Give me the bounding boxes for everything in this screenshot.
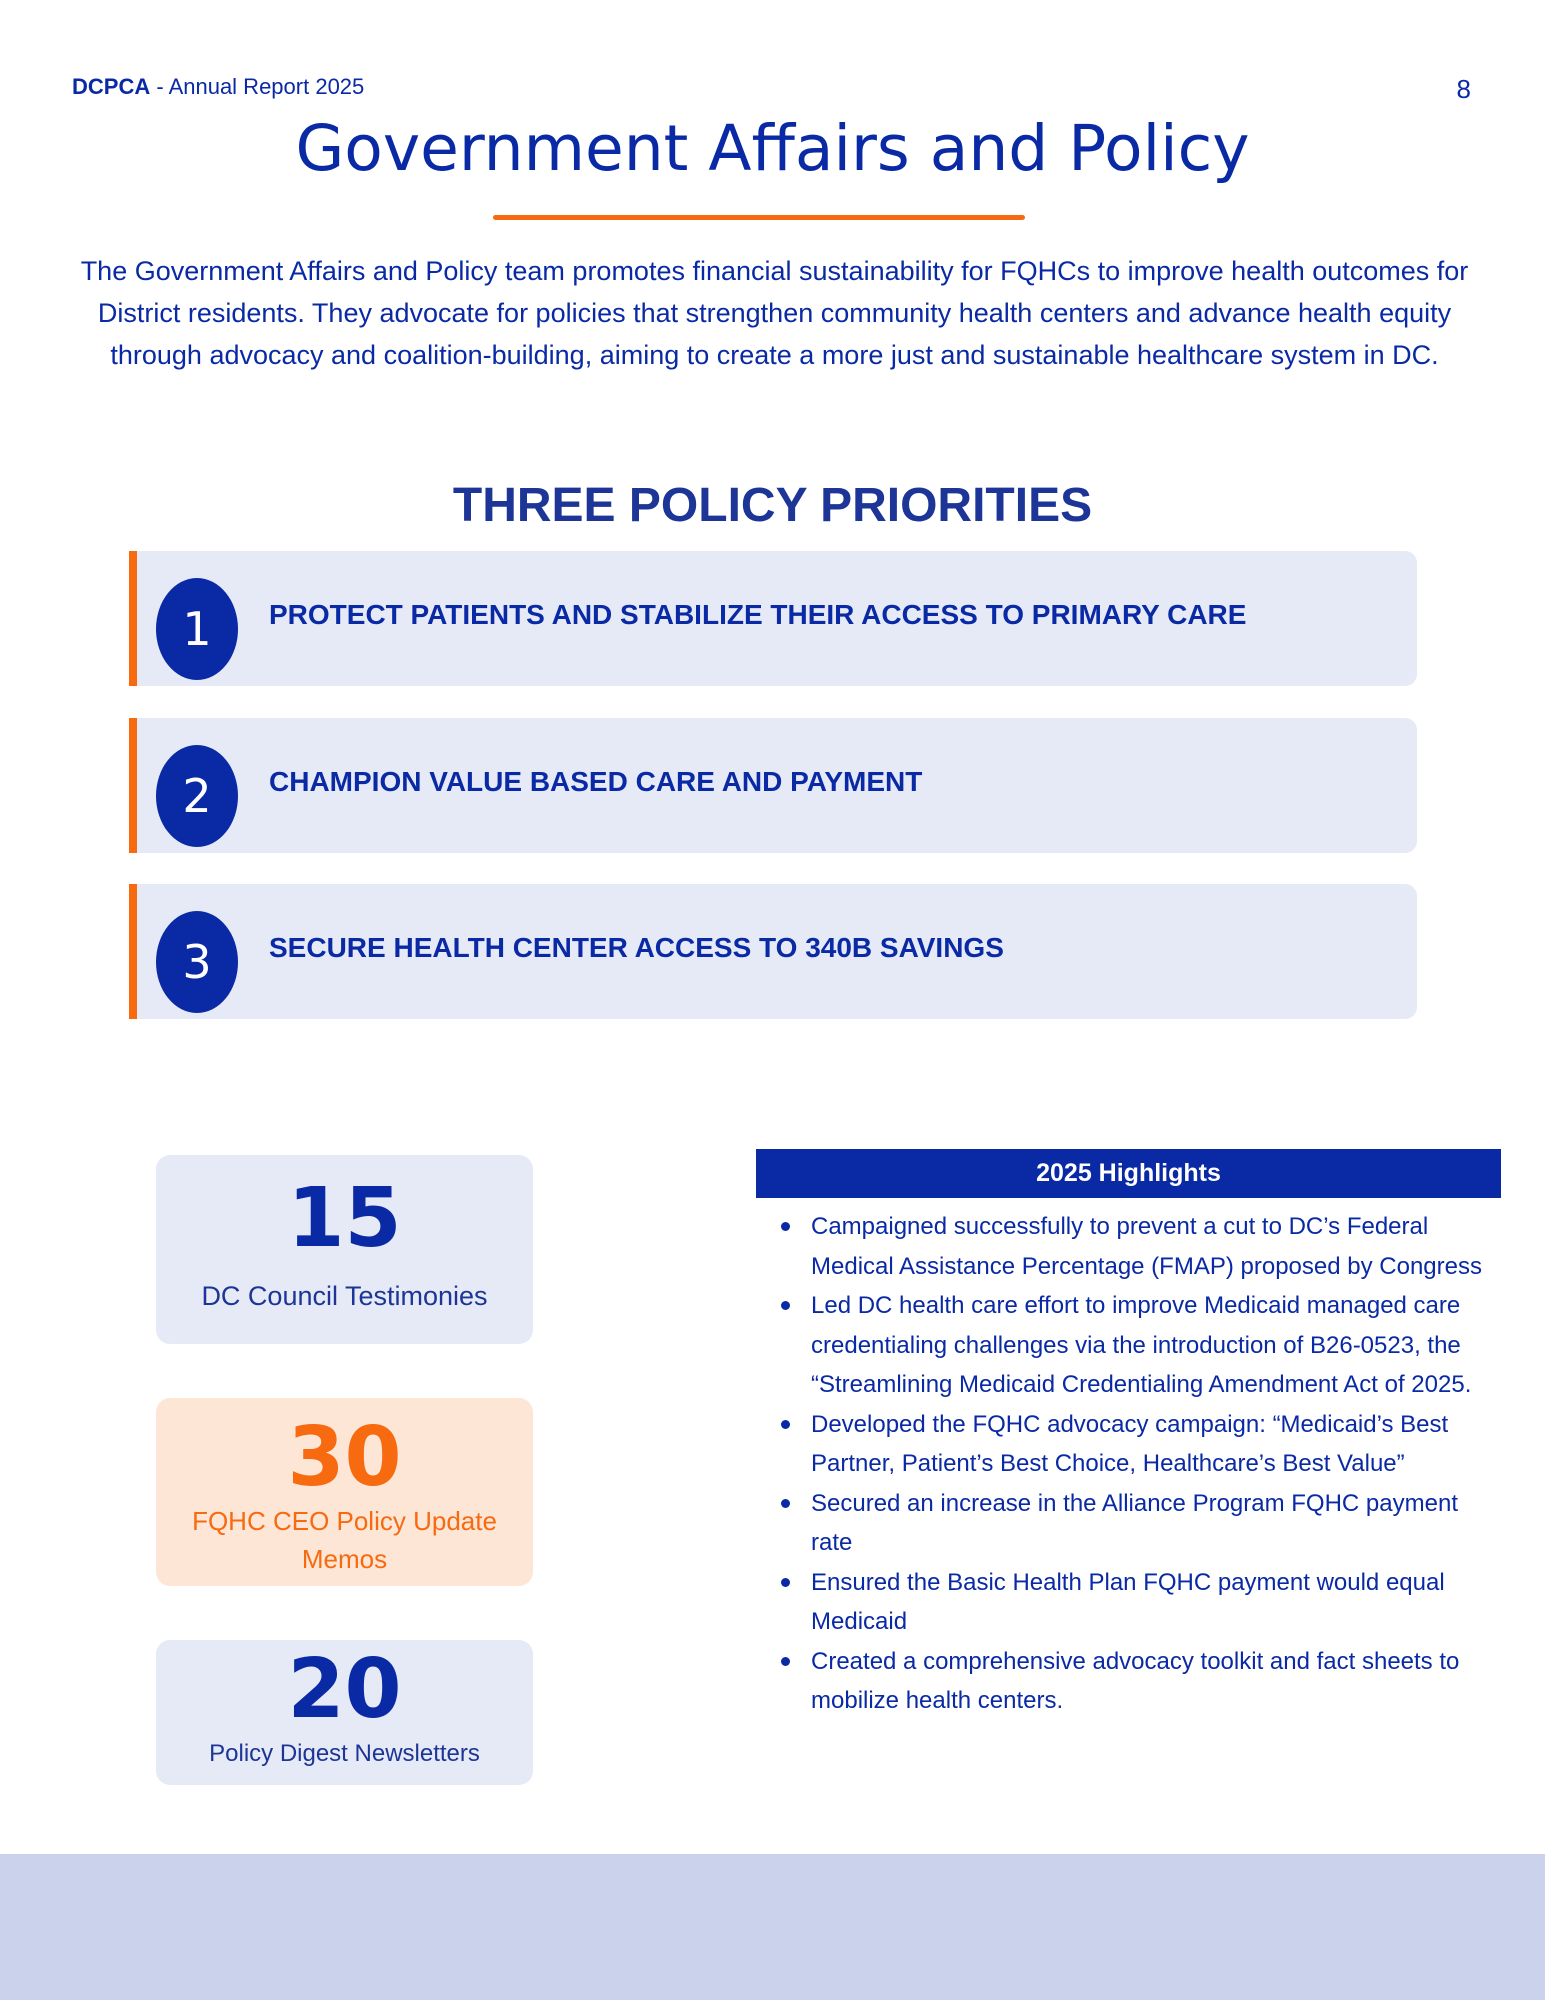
intro-paragraph: The Government Affairs and Policy team promotes financial sustainability for FQHCs to improve health outcomes for District residents. They advocate for policies that strengthen community health centers and advance health equity through advocacy and coalition-building, aiming to create a more just and sustainable healthcare system in DC.: [80, 256, 1469, 370]
priority-label: SECURE HEALTH CENTER ACCESS TO 340B SAVINGS: [269, 932, 1004, 963]
report-header: [72, 74, 364, 100]
footer-band: [0, 1854, 1545, 2000]
priority-accent-bar: [129, 551, 137, 686]
priority-number-badge: 2: [156, 745, 238, 847]
priorities-heading: THREE POLICY PRIORITIES: [452, 479, 1093, 532]
highlight-item: Secured an increase in the Alliance Program FQHC payment rate: [778, 1484, 1498, 1563]
highlight-item: Created a comprehensive advocacy toolkit and fact sheets to mobilize health centers.: [778, 1642, 1498, 1721]
priority-label: CHAMPION VALUE BASED CARE AND PAYMENT: [269, 766, 923, 797]
stat-caption: DC Council Testimonies: [201, 1281, 488, 1311]
highlight-item: Campaigned successfully to prevent a cut to DC’s Federal Medical Assistance Percentage (FMAP) proposed by Congress: [778, 1207, 1498, 1286]
stat-caption: FQHC CEO Policy Update Memos: [192, 1506, 497, 1574]
highlight-item: Developed the FQHC advocacy campaign: “Medicaid’s Best Partner, Patient’s Best Choice, Healthcare’s Best Value”: [778, 1405, 1498, 1484]
priority-card-2: [129, 718, 1417, 853]
priority-number-badge: 3: [156, 911, 238, 1013]
stat-card-testimonies: [156, 1155, 533, 1344]
stat-value: 20: [287, 1642, 402, 1737]
stat-value: 15: [287, 1171, 402, 1266]
priority-card-1: [129, 551, 1417, 686]
page-number: 8: [1456, 74, 1471, 104]
highlight-item: Led DC health care effort to improve Medicaid managed care credentialing challenges via the introduction of B26-0523, the “Streamlining Medicaid Credentialing Amendment Act of 2025.: [778, 1286, 1498, 1405]
priority-accent-bar: [129, 718, 137, 853]
highlights-list: [778, 1207, 1498, 1721]
title-underline: [493, 215, 1025, 220]
priority-card-3: [129, 884, 1417, 1019]
priority-number-badge: 1: [156, 578, 238, 680]
highlights-heading: 2025 Highlights: [756, 1149, 1501, 1198]
priority-accent-bar: [129, 884, 137, 1019]
report-subtitle: - Annual Report 2025: [150, 74, 365, 99]
priority-label: PROTECT PATIENTS AND STABILIZE THEIR ACCESS TO PRIMARY CARE: [269, 599, 1247, 630]
highlight-item: Ensured the Basic Health Plan FQHC payment would equal Medicaid: [778, 1563, 1498, 1642]
page-title: Government Affairs and Policy: [295, 112, 1250, 185]
stat-card-ceo-memos: [156, 1398, 533, 1586]
stat-value: 30: [287, 1410, 402, 1505]
stat-card-newsletters: [156, 1640, 533, 1785]
brand-name: DCPCA: [72, 74, 151, 99]
stat-caption: Policy Digest Newsletters: [209, 1740, 480, 1767]
